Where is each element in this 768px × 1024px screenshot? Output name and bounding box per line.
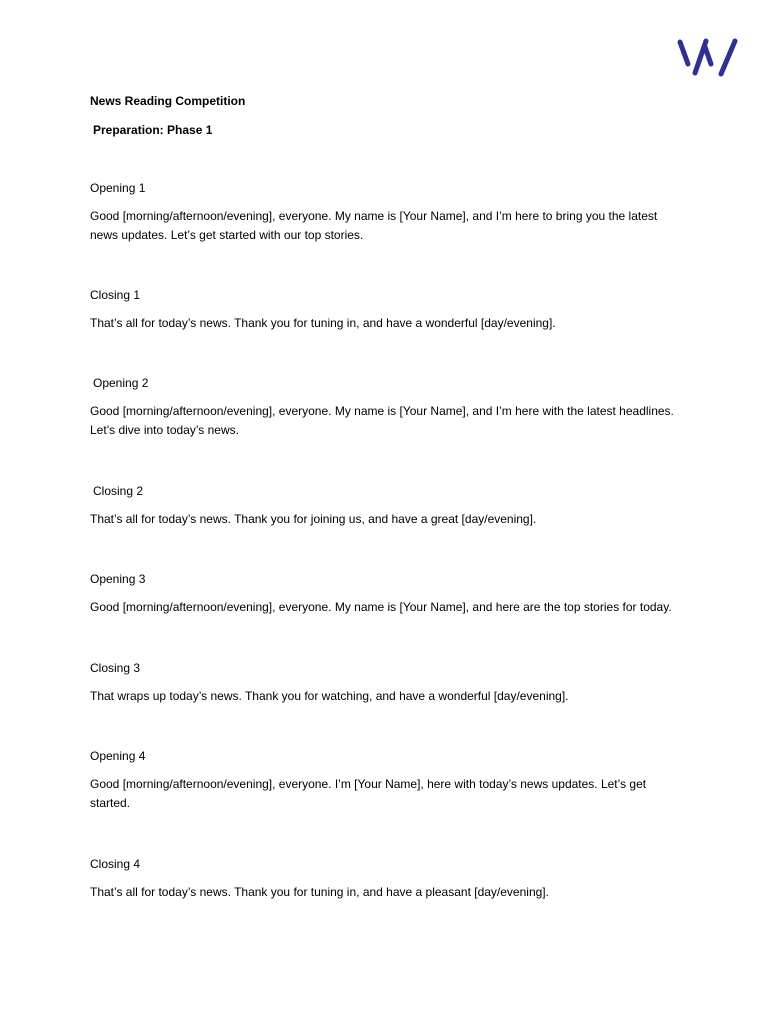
section-label: Opening 4 (90, 749, 146, 763)
section-text: Good [morning/afternoon/evening], everyone. My name is [Your Name], and I’m here with the latest headlines. Let’s dive into today’s news. (90, 404, 674, 437)
document-body (90, 93, 682, 902)
section-label: Closing 3 (90, 661, 141, 675)
section-opening-3 (90, 571, 682, 617)
section-opening-4 (90, 748, 682, 813)
section-closing-2 (90, 483, 682, 529)
section-text: That wraps up today’s news. Thank you for watching, and have a wonderful [day/evening]. (90, 689, 569, 703)
document-title: News Reading Competition (90, 94, 246, 108)
w-logo-icon (674, 34, 740, 80)
section-text: That’s all for today’s news. Thank you for tuning in, and have a wonderful [day/evening]. (90, 316, 556, 330)
section-closing-4 (90, 856, 682, 902)
section-label: Closing 4 (90, 857, 141, 871)
document-subtitle: Preparation: Phase 1 (93, 123, 213, 137)
section-closing-3 (90, 660, 682, 706)
section-closing-1 (90, 287, 682, 333)
section-text: That’s all for today’s news. Thank you for tuning in, and have a pleasant [day/evening]. (90, 885, 549, 899)
section-label: Opening 3 (90, 572, 146, 586)
section-opening-1 (90, 180, 682, 245)
section-label: Opening 2 (93, 376, 149, 390)
section-label: Opening 1 (90, 181, 146, 195)
section-opening-2 (90, 375, 682, 440)
section-label: Closing 2 (93, 484, 144, 498)
section-text: Good [morning/afternoon/evening], everyone. My name is [Your Name], and I’m here to bring you the latest news updates. Let’s get started with our top stories. (90, 209, 658, 242)
section-text: Good [morning/afternoon/evening], everyone. I’m [Your Name], here with today’s news updates. Let’s get started. (90, 777, 647, 810)
section-text: Good [morning/afternoon/evening], everyone. My name is [Your Name], and here are the top stories for today. (90, 600, 672, 614)
section-label: Closing 1 (90, 288, 141, 302)
section-text: That’s all for today’s news. Thank you for joining us, and have a great [day/evening]. (90, 512, 537, 526)
